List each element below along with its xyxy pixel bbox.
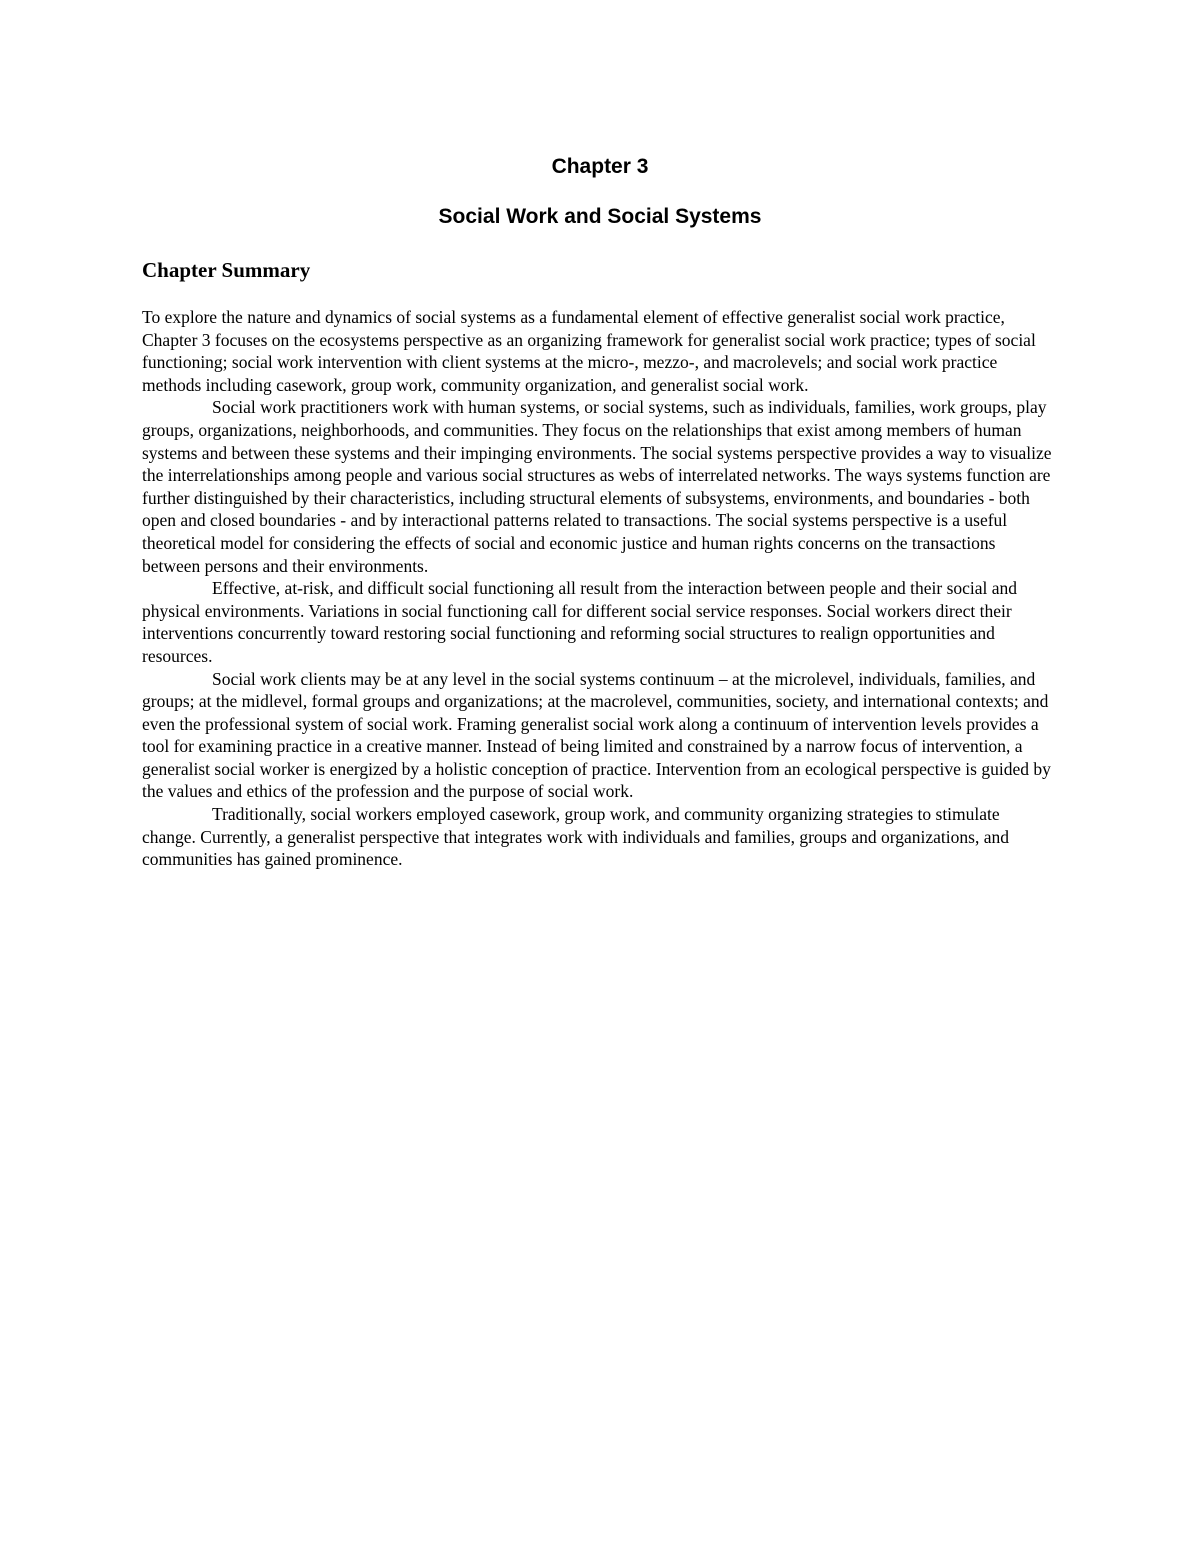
section-heading: Chapter Summary bbox=[142, 258, 311, 282]
paragraph-5: Traditionally, social workers employed casework, group work, and community organizing strategies to stimulate change. Currently, a generalist perspective that integrates work with individuals and families, groups and organizations, and communities has gained prominence. bbox=[142, 804, 1009, 870]
chapter-number: Chapter 3 bbox=[551, 155, 649, 178]
chapter-title: Social Work and Social Systems bbox=[438, 205, 762, 228]
paragraph-2: Social work practitioners work with human systems, or social systems, such as individuals, families, work groups, play groups, organizations, neighborhoods, and communities. They focus on the relationships that exist among members of human systems and between these systems and their impinging environments. The social systems perspective provides a way to visualize the interrelationships among people and various social structures as webs of interrelated networks. The ways systems function are further distinguished by their characteristics, including structural elements of subsystems, environments, and boundaries - both open and closed boundaries - and by interactional patterns related to transactions. The social systems perspective is a useful theoretical model for considering the effects of social and economic justice and human rights concerns on the transactions between persons and their environments. bbox=[142, 397, 1052, 576]
paragraph-3: Effective, at-risk, and difficult social functioning all result from the interaction between people and their social and physical environments. Variations in social functioning call for different social service responses. Social workers direct their interventions concurrently toward restoring social functioning and reforming social structures to realign opportunities and resources. bbox=[142, 578, 1018, 666]
paragraph-4: Social work clients may be at any level in the social systems continuum – at the microlevel, individuals, families, and groups; at the midlevel, formal groups and organizations; at the macrolevel, communities, society, and international contexts; and even the professional system of social work. Framing generalist social work along a continuum of intervention levels provides a tool for examining practice in a creative manner. Instead of being limited and constrained by a narrow focus of intervention, a generalist social worker is energized by a holistic conception of practice. Intervention from an ecological perspective is guided by the values and ethics of the profession and the purpose of social work. bbox=[142, 668, 1051, 802]
chapter-summary-body bbox=[142, 306, 1056, 871]
paragraph-1: To explore the nature and dynamics of social systems as a fundamental element of effective generalist social work practice, Chapter 3 focuses on the ecosystems perspective as an organizing framework for generalist social work practice; types of social functioning; social work intervention with client systems at the micro-, mezzo-, and macrolevels; and social work practice methods including casework, group work, community organization, and generalist social work. bbox=[142, 307, 1036, 395]
